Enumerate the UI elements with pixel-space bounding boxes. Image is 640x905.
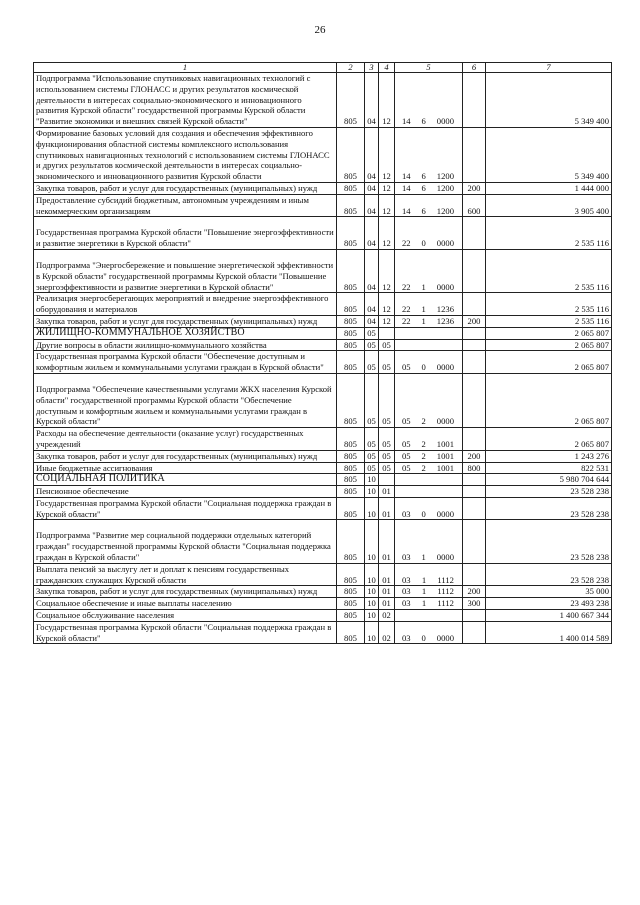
ministry-code: 805 (337, 182, 365, 194)
row-amount: 1 400 667 344 (486, 610, 612, 622)
target-article-part: 0 (421, 632, 426, 643)
target-article-part: 0 (421, 362, 426, 373)
expense-type-code: 200 (463, 586, 486, 598)
section-code: 10 (365, 563, 379, 586)
ministry-code: 805 (337, 462, 365, 474)
target-article-part: 0 (421, 238, 426, 249)
table-row (34, 486, 612, 498)
target-article-part: 05 (402, 438, 411, 449)
table-row (34, 598, 612, 610)
target-article-part: 1001 (436, 462, 454, 473)
row-amount: 23 528 238 (486, 497, 612, 520)
target-article-code (395, 563, 463, 586)
target-article-part: 1 (421, 598, 427, 609)
subsection-code: 05 (379, 450, 395, 462)
expense-type-code (463, 217, 486, 250)
target-article-part: 2 (421, 462, 426, 473)
target-article-part: 2 (421, 416, 426, 427)
ministry-code: 805 (337, 520, 365, 563)
section-code: 10 (365, 474, 379, 486)
section-code: 10 (365, 586, 379, 598)
subsection-code: 05 (379, 339, 395, 351)
target-article-part: 1001 (436, 450, 454, 461)
ministry-code: 805 (337, 327, 365, 339)
expense-type-code: 200 (463, 315, 486, 327)
row-amount: 5 349 400 (486, 73, 612, 128)
table-row (34, 182, 612, 194)
table-row (34, 428, 612, 451)
ministry-code: 805 (337, 293, 365, 316)
target-article-code (395, 373, 463, 427)
expense-type-code (463, 73, 486, 128)
target-article-part: 0000 (436, 116, 454, 127)
target-article-part: 1112 (437, 598, 454, 609)
target-article-part: 0000 (436, 238, 454, 249)
row-name: Подпрограмма "Энергосбережение и повышение энергетической эффективности в Курской области" государственной программы Курской области "Повышение энергоэффективности и развитие энергетики в Курской области" (34, 249, 337, 292)
target-article-part: 22 (402, 315, 411, 326)
target-article-code (395, 127, 463, 182)
column-header-row (34, 63, 612, 73)
target-article-code (395, 351, 463, 374)
target-article-part: 1200 (436, 182, 454, 193)
section-code: 10 (365, 598, 379, 610)
row-name: Другие вопросы в области жилищно-коммунального хозяйства (34, 339, 337, 351)
column-header: 2 (337, 63, 365, 73)
subsection-code: 02 (379, 610, 395, 622)
row-amount: 5 349 400 (486, 127, 612, 182)
ministry-code: 805 (337, 373, 365, 427)
table-row (34, 450, 612, 462)
row-amount: 23 493 238 (486, 598, 612, 610)
target-article-code (395, 497, 463, 520)
expense-type-code (463, 621, 486, 644)
target-article-part: 0000 (436, 416, 454, 427)
row-amount: 2 065 807 (486, 428, 612, 451)
section-code: 10 (365, 621, 379, 644)
ministry-code: 805 (337, 249, 365, 292)
table-row (34, 474, 612, 486)
target-article-code (395, 586, 463, 598)
row-amount: 3 905 400 (486, 194, 612, 217)
target-article-code (395, 73, 463, 128)
target-article-part: 6 (421, 205, 426, 216)
subsection-code: 12 (379, 194, 395, 217)
target-article-code (395, 428, 463, 451)
target-article-part: 2 (421, 450, 426, 461)
target-article-code (395, 621, 463, 644)
section-code: 04 (365, 127, 379, 182)
target-article-code (395, 182, 463, 194)
row-name: Предоставление субсидий бюджетным, автономным учреждениям и иным некоммерческим организациям (34, 194, 337, 217)
table-row (34, 497, 612, 520)
row-amount: 2 065 807 (486, 351, 612, 374)
table-row (34, 293, 612, 316)
subsection-code: 05 (379, 351, 395, 374)
expense-type-code: 200 (463, 182, 486, 194)
ministry-code: 805 (337, 497, 365, 520)
target-article-part: 03 (402, 552, 411, 563)
target-article-part: 1236 (436, 315, 454, 326)
expense-type-code (463, 486, 486, 498)
target-article-part: 0 (421, 508, 426, 519)
row-amount: 1 243 276 (486, 450, 612, 462)
target-article-part: 1 (421, 304, 426, 315)
ministry-code: 805 (337, 73, 365, 128)
target-article-part: 1 (421, 552, 426, 563)
row-name: Иные бюджетные ассигнования (34, 462, 337, 474)
target-article-part: 0000 (436, 632, 454, 643)
expense-type-code (463, 428, 486, 451)
ministry-code: 805 (337, 315, 365, 327)
subsection-code: 01 (379, 563, 395, 586)
ministry-code: 805 (337, 621, 365, 644)
row-name: Пенсионное обеспечение (34, 486, 337, 498)
expense-type-code: 600 (463, 194, 486, 217)
subsection-code: 02 (379, 621, 395, 644)
table-row (34, 610, 612, 622)
section-code: 05 (365, 327, 379, 339)
subsection-code: 12 (379, 217, 395, 250)
subsection-code: 12 (379, 127, 395, 182)
row-name: ЖИЛИЩНО-КОММУНАЛЬНОЕ ХОЗЯЙСТВО (34, 327, 337, 339)
target-article-part: 03 (402, 574, 411, 585)
section-code: 10 (365, 520, 379, 563)
expense-type-code (463, 249, 486, 292)
column-header: 1 (34, 63, 337, 73)
ministry-code: 805 (337, 428, 365, 451)
target-article-code (395, 339, 463, 351)
expense-type-code (463, 563, 486, 586)
target-article-part: 03 (402, 598, 411, 609)
row-amount: 822 531 (486, 462, 612, 474)
expense-type-code (463, 520, 486, 563)
subsection-code: 12 (379, 293, 395, 316)
row-name: Подпрограмма "Развитие мер социальной поддержки отдельных категорий граждан" государственной программы Курской области "Социальная поддержка граждан в Курской области" (34, 520, 337, 563)
row-amount: 2 535 116 (486, 293, 612, 316)
ministry-code: 805 (337, 194, 365, 217)
ministry-code: 805 (337, 127, 365, 182)
section-code: 04 (365, 293, 379, 316)
column-header: 3 (365, 63, 379, 73)
table-row (34, 563, 612, 586)
target-article-part: 6 (421, 182, 426, 193)
row-amount: 23 528 238 (486, 520, 612, 563)
target-article-part: 1 (421, 281, 426, 292)
ministry-code: 805 (337, 598, 365, 610)
section-code: 10 (365, 610, 379, 622)
target-article-part: 0000 (436, 362, 454, 373)
row-amount: 2 065 807 (486, 373, 612, 427)
ministry-code: 805 (337, 486, 365, 498)
table-row (34, 462, 612, 474)
target-article-part: 0000 (436, 281, 454, 292)
table-row (34, 327, 612, 339)
ministry-code: 805 (337, 450, 365, 462)
target-article-part: 22 (402, 281, 411, 292)
row-name: Формирование базовых условий для создания и обеспечения эффективного функционирования областной системы комплексного использования спутниковых навигационных технологий с использованием системы ГЛОНАСС и других результатов космической деятельности в интересах социально-экономического и инновационного развития Курской области (34, 127, 337, 182)
subsection-code: 05 (379, 373, 395, 427)
target-article-part: 1112 (437, 586, 454, 597)
row-amount: 23 528 238 (486, 486, 612, 498)
target-article-part: 05 (402, 450, 411, 461)
column-header: 5 (395, 63, 463, 73)
table-row (34, 249, 612, 292)
expense-type-code (463, 339, 486, 351)
subsection-code: 01 (379, 586, 395, 598)
target-article-part: 14 (402, 182, 411, 193)
target-article-part: 0000 (436, 508, 454, 519)
row-name: Государственная программа Курской области "Социальная поддержка граждан в Курской области" (34, 497, 337, 520)
table-row (34, 339, 612, 351)
budget-table (33, 62, 612, 644)
row-amount: 2 065 807 (486, 327, 612, 339)
section-code: 04 (365, 315, 379, 327)
target-article-part: 05 (402, 362, 411, 373)
ministry-code: 805 (337, 586, 365, 598)
table-row (34, 73, 612, 128)
table-row (34, 373, 612, 427)
expense-type-code: 800 (463, 462, 486, 474)
target-article-part: 1236 (436, 304, 454, 315)
subsection-code (379, 327, 395, 339)
row-name: Подпрограмма "Использование спутниковых навигационных технологий с использованием системы ГЛОНАСС и других результатов космической деятельности в интересах социально-экономического и инновационного развития Курской области" государственной программы Курской области "Развитие экономики и внешних связей Курской области" (34, 73, 337, 128)
target-article-code (395, 450, 463, 462)
target-article-part: 03 (402, 508, 411, 519)
row-name: Государственная программа Курской области "Обеспечение доступным и комфортным жильем и коммунальными услугами граждан в Курской области" (34, 351, 337, 374)
target-article-part: 0000 (436, 552, 454, 563)
section-code: 05 (365, 450, 379, 462)
target-article-part: 14 (402, 171, 411, 182)
row-name: Закупка товаров, работ и услуг для государственных (муниципальных) нужд (34, 182, 337, 194)
ministry-code: 805 (337, 351, 365, 374)
subsection-code: 12 (379, 315, 395, 327)
row-name: Закупка товаров, работ и услуг для государственных (муниципальных) нужд (34, 450, 337, 462)
row-amount: 2 535 116 (486, 249, 612, 292)
target-article-part: 1200 (436, 205, 454, 216)
subsection-code: 01 (379, 497, 395, 520)
expense-type-code (463, 351, 486, 374)
table-row (34, 586, 612, 598)
row-name: Реализация энергосберегающих мероприятий и внедрение энергоэффективного оборудования и материалов (34, 293, 337, 316)
target-article-part: 05 (402, 416, 411, 427)
section-code: 10 (365, 497, 379, 520)
target-article-part: 14 (402, 205, 411, 216)
target-article-part: 1 (421, 574, 427, 585)
target-article-code (395, 194, 463, 217)
expense-type-code (463, 373, 486, 427)
section-code: 04 (365, 217, 379, 250)
table-row (34, 621, 612, 644)
column-header: 4 (379, 63, 395, 73)
target-article-code (395, 217, 463, 250)
target-article-part: 6 (421, 171, 426, 182)
target-article-part: 22 (402, 238, 411, 249)
target-article-part: 1200 (436, 171, 454, 182)
target-article-code (395, 520, 463, 563)
row-name: Государственная программа Курской области "Повышение энергоэффективности и развитие энергетики в Курской области" (34, 217, 337, 250)
section-code: 04 (365, 73, 379, 128)
target-article-code (395, 315, 463, 327)
target-article-part: 1 (421, 586, 427, 597)
ministry-code: 805 (337, 610, 365, 622)
expense-type-code (463, 610, 486, 622)
expense-type-code (463, 497, 486, 520)
section-code: 05 (365, 428, 379, 451)
row-name: Закупка товаров, работ и услуг для государственных (муниципальных) нужд (34, 315, 337, 327)
section-code: 05 (365, 351, 379, 374)
target-article-part: 6 (421, 116, 426, 127)
target-article-part: 1001 (436, 438, 454, 449)
section-code: 04 (365, 249, 379, 292)
target-article-part: 1112 (437, 574, 454, 585)
row-amount: 1 400 014 589 (486, 621, 612, 644)
row-amount: 1 444 000 (486, 182, 612, 194)
target-article-part: 03 (402, 632, 411, 643)
target-article-code (395, 462, 463, 474)
section-code: 04 (365, 194, 379, 217)
column-header: 7 (486, 63, 612, 73)
target-article-part: 2 (421, 438, 426, 449)
row-name: Подпрограмма "Обеспечение качественными услугами ЖКХ населения Курской области" государственной программы Курской области "Обеспечение доступным и комфортным жильем и коммунальными услугами граждан в Курской области" (34, 373, 337, 427)
row-amount: 2 535 116 (486, 217, 612, 250)
row-name: Государственная программа Курской области "Социальная поддержка граждан в Курской области" (34, 621, 337, 644)
target-article-part: 05 (402, 462, 411, 473)
target-article-part: 14 (402, 116, 411, 127)
target-article-code (395, 474, 463, 486)
subsection-code (379, 474, 395, 486)
section-code: 04 (365, 182, 379, 194)
expense-type-code (463, 293, 486, 316)
target-article-code (395, 293, 463, 316)
subsection-code: 05 (379, 462, 395, 474)
section-code: 05 (365, 339, 379, 351)
ministry-code: 805 (337, 217, 365, 250)
expense-type-code (463, 474, 486, 486)
target-article-part: 22 (402, 304, 411, 315)
subsection-code: 01 (379, 598, 395, 610)
row-name: Социальное обеспечение и иные выплаты населению (34, 598, 337, 610)
subsection-code: 12 (379, 182, 395, 194)
table-row (34, 315, 612, 327)
ministry-code: 805 (337, 474, 365, 486)
subsection-code: 12 (379, 249, 395, 292)
expense-type-code: 200 (463, 450, 486, 462)
row-name: Социальное обслуживание населения (34, 610, 337, 622)
table-row (34, 520, 612, 563)
row-amount: 5 980 704 644 (486, 474, 612, 486)
table-row (34, 127, 612, 182)
section-code: 05 (365, 373, 379, 427)
ministry-code: 805 (337, 563, 365, 586)
subsection-code: 01 (379, 520, 395, 563)
target-article-code (395, 486, 463, 498)
expense-type-code (463, 127, 486, 182)
table-row (34, 351, 612, 374)
target-article-code (395, 249, 463, 292)
column-header: 6 (463, 63, 486, 73)
row-name: Закупка товаров, работ и услуг для государственных (муниципальных) нужд (34, 586, 337, 598)
row-amount: 2 065 807 (486, 339, 612, 351)
subsection-code: 05 (379, 428, 395, 451)
table-row (34, 217, 612, 250)
target-article-code (395, 610, 463, 622)
target-article-code (395, 327, 463, 339)
ministry-code: 805 (337, 339, 365, 351)
target-article-part: 03 (402, 586, 411, 597)
target-article-part: 1 (421, 315, 426, 326)
table-row (34, 194, 612, 217)
row-amount: 35 000 (486, 586, 612, 598)
expense-type-code (463, 327, 486, 339)
row-amount: 23 528 238 (486, 563, 612, 586)
target-article-code (395, 598, 463, 610)
subsection-code: 12 (379, 73, 395, 128)
expense-type-code: 300 (463, 598, 486, 610)
subsection-code: 01 (379, 486, 395, 498)
page-number: 26 (314, 24, 326, 36)
row-amount: 2 535 116 (486, 315, 612, 327)
section-code: 05 (365, 462, 379, 474)
row-name: Расходы на обеспечение деятельности (оказание услуг) государственных учреждений (34, 428, 337, 451)
row-name: Выплата пенсий за выслугу лет и доплат к пенсиям государственных гражданских служащих Курской области (34, 563, 337, 586)
row-name: СОЦИАЛЬНАЯ ПОЛИТИКА (34, 474, 337, 486)
section-code: 10 (365, 486, 379, 498)
